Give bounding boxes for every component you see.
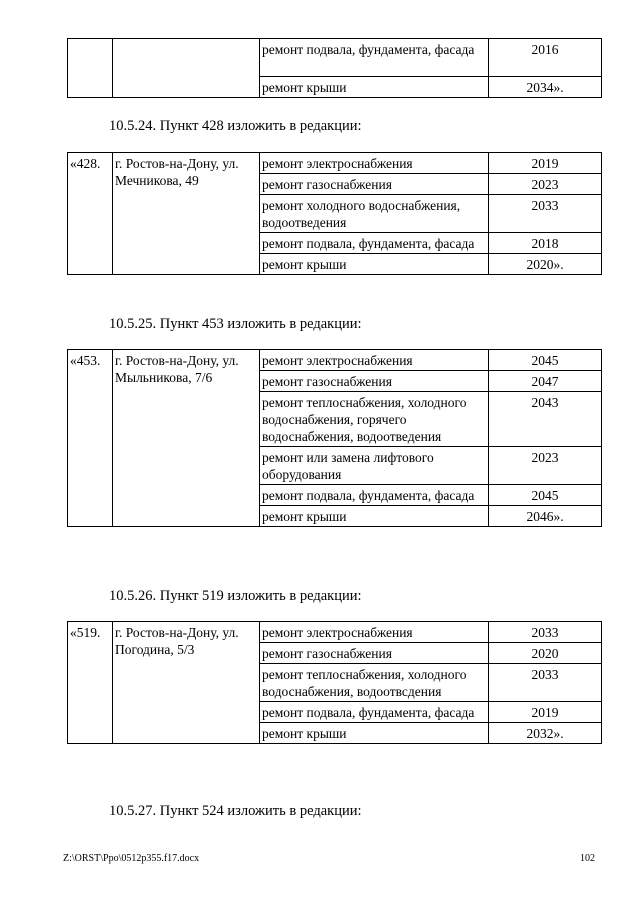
table-row — [68, 622, 602, 643]
work-cell: ремонт газоснабжения — [260, 643, 489, 664]
year-cell: 2020 — [489, 643, 602, 664]
row-number-cell — [68, 39, 113, 98]
work-cell: ремонт подвала, фундамента, фасада — [260, 485, 489, 506]
repair-table-continuation — [67, 38, 602, 98]
year-cell: 2033 — [489, 622, 602, 643]
row-number-cell: «428. — [68, 153, 113, 275]
row-number-cell: «519. — [68, 622, 113, 744]
work-cell: ремонт теплоснабжения, холодного водоснабжения, водоотвсдения — [260, 664, 489, 702]
work-cell: ремонт теплоснабжения, холодного водоснабжения, горячего водоснабжения, водоотведения — [260, 392, 489, 447]
year-cell: 2016 — [489, 39, 602, 77]
year-cell: 2045 — [489, 350, 602, 371]
table-row — [68, 39, 602, 77]
year-cell: 2034». — [489, 77, 602, 98]
year-cell: 2033 — [489, 664, 602, 702]
repair-table-428 — [67, 152, 602, 275]
work-cell: ремонт электроснабжения — [260, 350, 489, 371]
work-cell: ремонт подвала, фундамента, фасада — [260, 39, 489, 77]
work-cell: ремонт электроснабжения — [260, 622, 489, 643]
year-cell: 2043 — [489, 392, 602, 447]
address-cell: г. Ростов-на-Дону, ул. Мыльникова, 7/6 — [113, 350, 260, 527]
year-cell: 2047 — [489, 371, 602, 392]
footer-file-path: Z:\ORST\Ppo\0512p355.f17.docx — [63, 853, 200, 864]
year-cell: 2019 — [489, 153, 602, 174]
year-cell: 2023 — [489, 447, 602, 485]
work-cell: ремонт крыши — [260, 77, 489, 98]
work-cell: ремонт подвала, фундамента, фасада — [260, 702, 489, 723]
repair-table-519 — [67, 621, 602, 744]
section-heading: 10.5.26. Пункт 519 изложить в редакции: — [109, 588, 362, 604]
year-cell: 2018 — [489, 233, 602, 254]
work-cell: ремонт подвала, фундамента, фасада — [260, 233, 489, 254]
work-cell: ремонт холодного водоснабжения, водоотведения — [260, 195, 489, 233]
section-heading: 10.5.27. Пункт 524 изложить в редакции: — [109, 803, 362, 819]
work-cell: ремонт или замена лифтового оборудования — [260, 447, 489, 485]
work-cell: ремонт газоснабжения — [260, 371, 489, 392]
section-heading: 10.5.25. Пункт 453 изложить в редакции: — [109, 316, 362, 332]
year-cell: 2020». — [489, 254, 602, 275]
year-cell: 2019 — [489, 702, 602, 723]
year-cell: 2033 — [489, 195, 602, 233]
row-number-cell: «453. — [68, 350, 113, 527]
year-cell: 2032». — [489, 723, 602, 744]
section-heading: 10.5.24. Пункт 428 изложить в редакции: — [109, 118, 362, 134]
work-cell: ремонт крыши — [260, 506, 489, 527]
table-row — [68, 153, 602, 174]
year-cell: 2045 — [489, 485, 602, 506]
table-row — [68, 350, 602, 371]
work-cell: ремонт крыши — [260, 254, 489, 275]
year-cell: 2046». — [489, 506, 602, 527]
work-cell: ремонт крыши — [260, 723, 489, 744]
address-cell: г. Ростов-на-Дону, ул. Мечникова, 49 — [113, 153, 260, 275]
address-cell: г. Ростов-на-Дону, ул. Погодина, 5/3 — [113, 622, 260, 744]
work-cell: ремонт электроснабжения — [260, 153, 489, 174]
repair-table-453 — [67, 349, 602, 527]
page-number: 102 — [580, 853, 595, 864]
address-cell — [113, 39, 260, 98]
work-cell: ремонт газоснабжения — [260, 174, 489, 195]
year-cell: 2023 — [489, 174, 602, 195]
